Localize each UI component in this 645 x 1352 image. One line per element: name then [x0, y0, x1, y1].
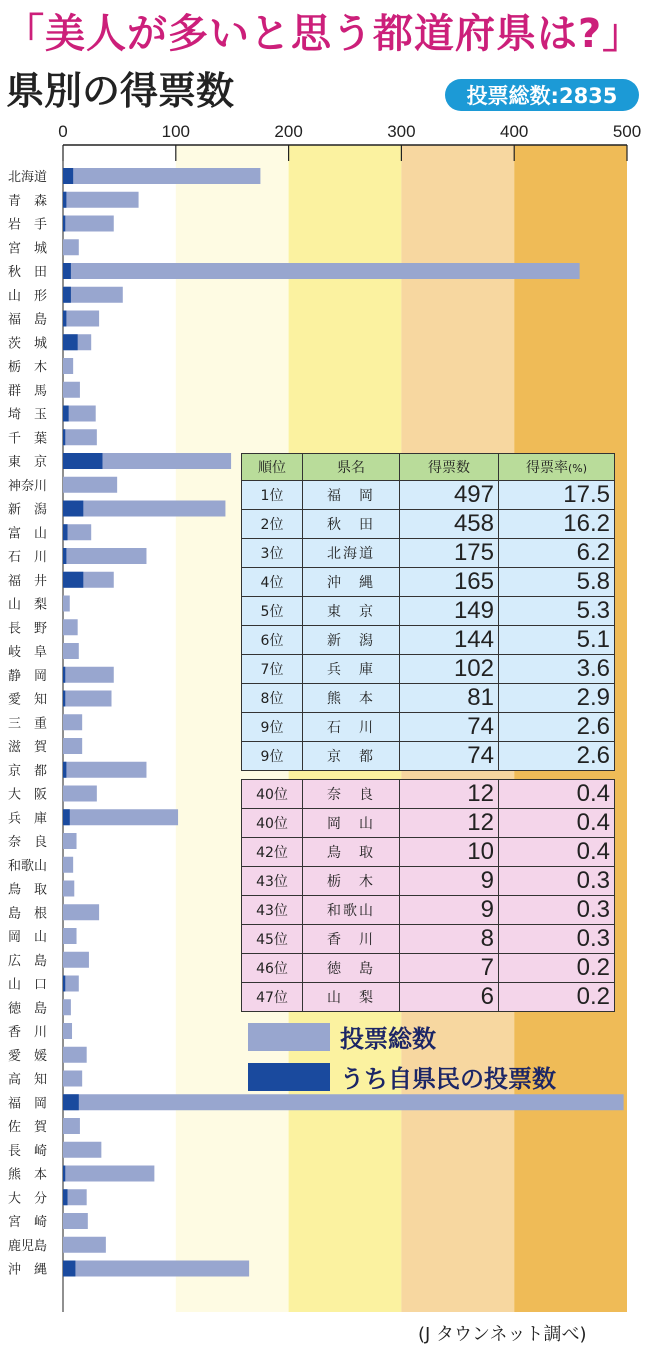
- category-label: 岐 阜: [8, 645, 48, 660]
- chart-subtitle: 県別の得票数: [6, 69, 235, 113]
- category-label: 沖 縄: [8, 1262, 48, 1278]
- category-label: 石 川: [8, 550, 48, 565]
- category-label: 福 岡: [8, 1096, 48, 1112]
- bar-total: [63, 762, 146, 778]
- rank-cell: 9位: [242, 742, 303, 771]
- top-rank-row: [242, 539, 615, 568]
- bar-own: [63, 976, 65, 992]
- category-label: 神奈川: [8, 478, 48, 494]
- bar-total: [63, 596, 70, 612]
- bar-total: [63, 1071, 82, 1087]
- bar-total: [63, 287, 123, 303]
- bar-own: [63, 453, 102, 469]
- header-votes: 得票数: [400, 454, 499, 481]
- category-label: 京 都: [8, 763, 48, 779]
- bar-own: [63, 263, 71, 279]
- bar-total: [63, 786, 97, 802]
- votes-cell: 10: [400, 838, 499, 867]
- bar-own: [63, 762, 66, 778]
- rate-cell: 0.3: [499, 925, 615, 954]
- rank-cell: 43位: [242, 896, 303, 925]
- bar-total: [63, 643, 79, 659]
- category-label: 兵 庫: [8, 811, 48, 827]
- pref-cell: 京 都: [303, 742, 400, 771]
- category-label: 新 潟: [8, 502, 48, 518]
- category-label: 群 馬: [8, 383, 48, 399]
- bar-own: [63, 334, 78, 350]
- pref-cell: 秋 田: [303, 510, 400, 539]
- bar-own: [63, 1261, 75, 1277]
- bar-own: [63, 406, 69, 422]
- bar-total: [63, 904, 99, 920]
- votes-cell: 74: [400, 713, 499, 742]
- category-label: 鳥 取: [8, 882, 48, 898]
- top-rank-row: [242, 597, 615, 626]
- bottom-rank-row: [242, 925, 615, 954]
- rank-cell: 43位: [242, 867, 303, 896]
- bar-total: [63, 1094, 624, 1110]
- rate-cell: 0.4: [499, 838, 615, 867]
- bar-total: [63, 667, 114, 683]
- category-label: 福 井: [8, 573, 48, 589]
- rank-cell: 6位: [242, 626, 303, 655]
- votes-cell: 81: [400, 684, 499, 713]
- bar-own: [63, 667, 65, 683]
- rank-cell: 1位: [242, 481, 303, 510]
- rate-cell: 2.6: [499, 742, 615, 771]
- votes-cell: 102: [400, 655, 499, 684]
- header-rank: 順位: [242, 454, 303, 481]
- category-label: 秋 田: [8, 265, 48, 280]
- bottom-ranking-table: [241, 779, 615, 1012]
- category-labels: [8, 170, 48, 1278]
- category-label: 愛 媛: [8, 1048, 48, 1064]
- bar-own: [63, 168, 73, 184]
- rank-cell: 7位: [242, 655, 303, 684]
- votes-cell: 497: [400, 481, 499, 510]
- votes-cell: 12: [400, 809, 499, 838]
- bar-total: [63, 1118, 80, 1134]
- bar-own: [63, 809, 70, 825]
- bar-own: [63, 524, 68, 540]
- rank-cell: 47位: [242, 983, 303, 1012]
- category-label: 徳 島: [8, 1001, 48, 1017]
- pref-cell: 和歌山: [303, 896, 400, 925]
- bar-total: [63, 1261, 249, 1277]
- bar-total: [63, 1023, 72, 1039]
- bar-own: [63, 429, 65, 445]
- pref-cell: 新 潟: [303, 626, 400, 655]
- votes-cell: 149: [400, 597, 499, 626]
- category-label: 埼 玉: [8, 407, 48, 423]
- rank-cell: 42位: [242, 838, 303, 867]
- pref-cell: 北海道: [303, 539, 400, 568]
- category-label: 茨 城: [8, 336, 48, 352]
- x-tick-label: 100: [161, 122, 190, 141]
- votes-cell: 12: [400, 780, 499, 809]
- top-rank-row: [242, 510, 615, 539]
- rate-cell: 6.2: [499, 539, 615, 568]
- category-label: 和歌山: [8, 858, 48, 874]
- votes-cell: 8: [400, 925, 499, 954]
- category-label: 鹿児島: [8, 1238, 48, 1254]
- rate-cell: 17.5: [499, 481, 615, 510]
- rate-cell: 5.1: [499, 626, 615, 655]
- category-label: 宮 城: [8, 241, 48, 257]
- bar-total: [63, 1237, 106, 1253]
- bar-total: [63, 429, 97, 445]
- category-label: 東 京: [8, 455, 48, 470]
- bar-own: [63, 691, 65, 707]
- bar-total: [63, 216, 114, 232]
- top-ranking-table: [241, 453, 615, 771]
- legend-own-swatch: [248, 1063, 330, 1091]
- votes-cell: 9: [400, 867, 499, 896]
- category-label: 山 口: [8, 977, 48, 993]
- bar-total: [63, 548, 146, 564]
- pref-cell: 香 川: [303, 925, 400, 954]
- top-rank-row: [242, 684, 615, 713]
- bar-total: [63, 1213, 88, 1229]
- bar-total: [63, 976, 79, 992]
- bar-total: [63, 833, 77, 849]
- bar-total: [63, 358, 73, 374]
- rank-cell: 5位: [242, 597, 303, 626]
- pref-cell: 石 川: [303, 713, 400, 742]
- rate-cell: 0.2: [499, 954, 615, 983]
- bar-total: [63, 192, 139, 208]
- top-rank-row: [242, 481, 615, 510]
- category-label: 宮 崎: [8, 1215, 48, 1230]
- category-label: 熊 本: [8, 1167, 48, 1183]
- category-label: 愛 知: [8, 692, 48, 708]
- bar-total: [63, 1047, 87, 1063]
- bar-total: [63, 857, 73, 873]
- bar-total: [63, 1166, 154, 1182]
- rank-cell: 40位: [242, 780, 303, 809]
- bar-total: [63, 1142, 101, 1158]
- bottom-rank-row: [242, 954, 615, 983]
- x-tick-label: 500: [612, 122, 642, 141]
- top-rank-row: [242, 626, 615, 655]
- pref-cell: 山 梨: [303, 983, 400, 1012]
- votes-cell: 74: [400, 742, 499, 771]
- bar-total: [63, 501, 225, 517]
- header-rate: [499, 454, 615, 481]
- bar-total: [63, 952, 89, 968]
- category-label: 山 梨: [8, 597, 48, 613]
- category-label: 三 重: [8, 716, 48, 732]
- category-label: 佐 賀: [8, 1120, 48, 1135]
- top-rank-row: [242, 655, 615, 684]
- bar-total: [63, 263, 580, 279]
- category-label: 山 形: [8, 288, 48, 304]
- bottom-rank-row: [242, 809, 615, 838]
- rank-cell: 2位: [242, 510, 303, 539]
- rate-cell: 5.8: [499, 568, 615, 597]
- bar-total: [63, 168, 260, 184]
- votes-cell: 144: [400, 626, 499, 655]
- votes-cell: 9: [400, 896, 499, 925]
- pref-cell: 福 岡: [303, 481, 400, 510]
- rate-cell: 3.6: [499, 655, 615, 684]
- legend-total-swatch: [248, 1023, 330, 1051]
- source-note: (J タウンネット調べ): [418, 1324, 587, 1345]
- bottom-rank-row: [242, 867, 615, 896]
- category-label: 奈 良: [8, 835, 48, 850]
- bar-own: [63, 311, 66, 327]
- bar-own: [63, 192, 66, 208]
- rate-cell: 16.2: [499, 510, 615, 539]
- rank-cell: 46位: [242, 954, 303, 983]
- category-label: 栃 木: [8, 360, 48, 375]
- bar-total: [63, 714, 82, 730]
- category-label: 長 野: [8, 621, 48, 637]
- bar-own: [63, 501, 83, 517]
- header-pref: 県名: [303, 454, 400, 481]
- pref-cell: 栃 木: [303, 867, 400, 896]
- table-header-row: [242, 454, 615, 481]
- category-label: 高 知: [8, 1072, 48, 1088]
- bottom-rank-row: [242, 838, 615, 867]
- rank-cell: 3位: [242, 539, 303, 568]
- votes-cell: 175: [400, 539, 499, 568]
- rate-cell: 2.9: [499, 684, 615, 713]
- votes-cell: 458: [400, 510, 499, 539]
- category-label: 長 崎: [8, 1143, 48, 1159]
- top-rank-row: [242, 713, 615, 742]
- category-label: 千 葉: [8, 431, 48, 447]
- category-label: 島 根: [8, 906, 48, 922]
- bar-total: [63, 311, 99, 327]
- category-label: 広 島: [8, 953, 48, 969]
- x-tick-label: 0: [58, 122, 68, 141]
- rate-cell: 0.4: [499, 780, 615, 809]
- chart-title: 「美人が多いと思う都道府県は?」: [4, 11, 644, 57]
- rate-cell: 0.2: [499, 983, 615, 1012]
- bar-own: [63, 572, 83, 588]
- pref-cell: 東 京: [303, 597, 400, 626]
- category-label: 香 川: [8, 1025, 48, 1040]
- x-tick-label: 300: [387, 122, 416, 141]
- bar-own: [63, 1094, 79, 1110]
- bar-total: [63, 999, 71, 1015]
- rate-cell: 5.3: [499, 597, 615, 626]
- bottom-rank-row: [242, 896, 615, 925]
- rate-cell: 2.6: [499, 713, 615, 742]
- x-tick-label: 400: [500, 122, 529, 141]
- bar-total: [63, 928, 77, 944]
- pref-cell: 兵 庫: [303, 655, 400, 684]
- category-label: 富 山: [8, 526, 48, 542]
- top-rank-row: [242, 742, 615, 771]
- total-votes-badge: 投票総数:2835: [445, 79, 639, 111]
- bar-own: [63, 548, 66, 564]
- category-label: 静 岡: [8, 668, 48, 684]
- header-rate-label: 得票率: [525, 460, 568, 476]
- pref-cell: 鳥 取: [303, 838, 400, 867]
- bar-total: [63, 382, 80, 398]
- bar-total: [63, 619, 78, 635]
- bar-total: [63, 239, 79, 255]
- bar-own: [63, 1166, 65, 1182]
- bottom-rank-row: [242, 780, 615, 809]
- category-label: 北海道: [8, 170, 48, 185]
- votes-cell: 7: [400, 954, 499, 983]
- category-label: 滋 賀: [8, 740, 48, 755]
- bar-total: [63, 881, 74, 897]
- category-label: 岩 手: [8, 217, 48, 233]
- header-rate-unit: (%): [567, 462, 588, 475]
- rank-cell: 40位: [242, 809, 303, 838]
- rate-cell: 0.3: [499, 867, 615, 896]
- pref-cell: 熊 本: [303, 684, 400, 713]
- rate-cell: 0.4: [499, 809, 615, 838]
- bar-total: [63, 809, 178, 825]
- rank-cell: 45位: [242, 925, 303, 954]
- category-label: 福 島: [8, 312, 48, 328]
- top-rank-row: [242, 568, 615, 597]
- votes-cell: 6: [400, 983, 499, 1012]
- bar-own: [63, 1189, 68, 1205]
- rate-cell: 0.3: [499, 896, 615, 925]
- pref-cell: 徳 島: [303, 954, 400, 983]
- rank-cell: 8位: [242, 684, 303, 713]
- category-label: 青 森: [8, 193, 48, 209]
- x-tick-label: 200: [274, 122, 303, 141]
- rank-cell: 9位: [242, 713, 303, 742]
- legend-total-label: 投票総数: [340, 1025, 436, 1053]
- bar-total: [63, 738, 82, 754]
- category-label: 大 阪: [8, 787, 48, 803]
- bar-total: [63, 477, 117, 493]
- votes-cell: 165: [400, 568, 499, 597]
- pref-cell: 岡 山: [303, 809, 400, 838]
- pref-cell: 沖 縄: [303, 568, 400, 597]
- category-label: 大 分: [8, 1191, 48, 1207]
- rank-cell: 4位: [242, 568, 303, 597]
- legend-own-label: うち自県民の投票数: [340, 1065, 556, 1093]
- bar-own: [63, 287, 71, 303]
- bottom-rank-row: [242, 983, 615, 1012]
- bar-own: [63, 216, 65, 232]
- pref-cell: 奈 良: [303, 780, 400, 809]
- category-label: 岡 山: [8, 930, 48, 945]
- bar-total: [63, 691, 112, 707]
